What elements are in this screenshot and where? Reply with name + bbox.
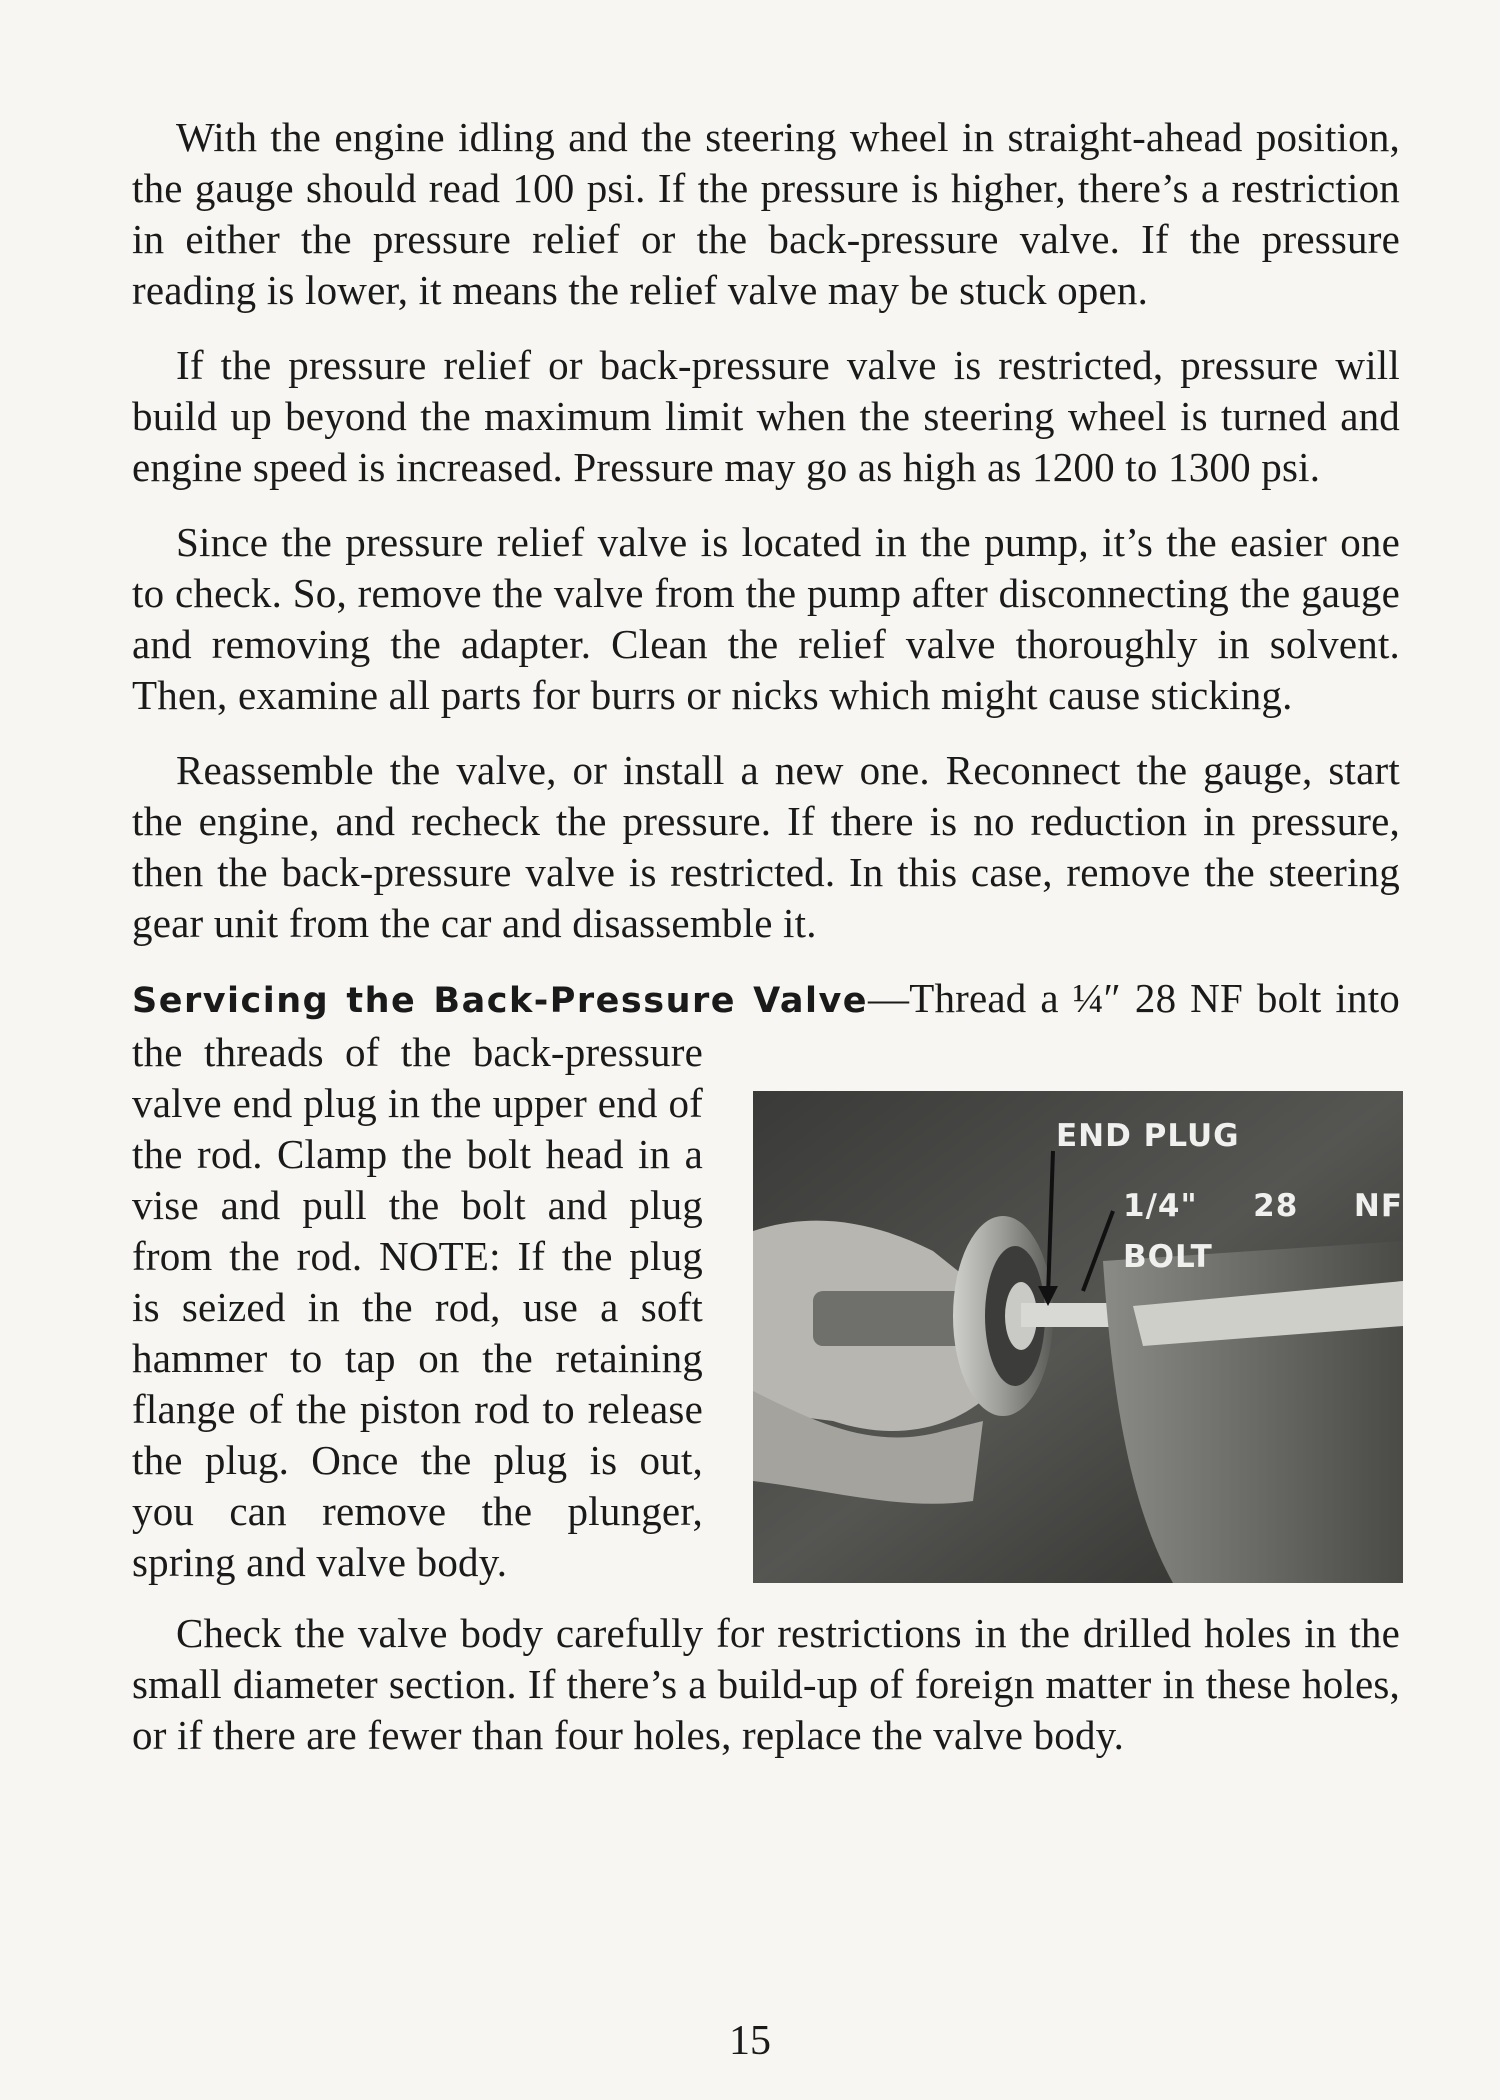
label-end-plug: END PLUG — [1056, 1118, 1240, 1154]
servicing-text: —Thread a ¼″ 28 NF bolt into the threads of the back-pressure valve end plug in the upper end of the rod. Clamp the bolt head in a vise and pull the bolt and plug from the rod. NOTE: If the plug is seized in the rod, use a soft hammer to tap on the retaining flange of the piston rod to release the plug. Once the plug is out, you can remove the plunger, spring and valve body. — [132, 975, 1400, 1585]
page-number: 15 — [729, 2018, 771, 2064]
paragraph-servicing — [132, 973, 1403, 1588]
paragraph-reassemble: Reassemble the valve, or install a new one. Reconnect the gauge, start the engine, and recheck the pressure. If there is no reduction in pressure, then the back-pressure valve is restricted. In this case, remove the steering gear unit from the car and disassemble it. — [132, 747, 1400, 946]
paragraph-relief-valve: Since the pressure relief valve is located in the pump, it’s the easier one to check. So, remove the valve from the pump after disconnecting the gauge and removing the adapter. Clean the relief valve thoroughly in solvent. Then, examine all parts for burrs or nicks which might cause sticking. — [132, 519, 1400, 718]
label-bolt: 1/4" 28 NF BOLT — [1123, 1188, 1403, 1275]
vise-bolt-photo — [753, 1091, 1403, 1583]
paragraph-restriction: If the pressure relief or back-pressure valve is restricted, pressure will build up beyond the maximum limit when the steering wheel is turned and engine speed is increased. Pressure may go as high as 1200 to 1300 psi. — [132, 342, 1400, 490]
figure-end-plug-photo — [753, 1091, 1403, 1583]
page-content — [132, 112, 1403, 1785]
section-heading: Servicing the Back-Pressure Valve — [132, 981, 868, 1021]
paragraph-check-valve-body: Check the valve body carefully for restrictions in the drilled holes in the small diameter section. If there’s a build-up of foreign matter in these holes, or if there are fewer than four holes, replace the valve body. — [132, 1610, 1400, 1758]
paragraph-gauge-reading: With the engine idling and the steering wheel in straight-ahead position, the gauge should read 100 psi. If the pressure is higher, there’s a restriction in either the pressure relief or the back-pressure valve. If the pressure reading is lower, it means the relief valve may be stuck open. — [132, 114, 1400, 313]
